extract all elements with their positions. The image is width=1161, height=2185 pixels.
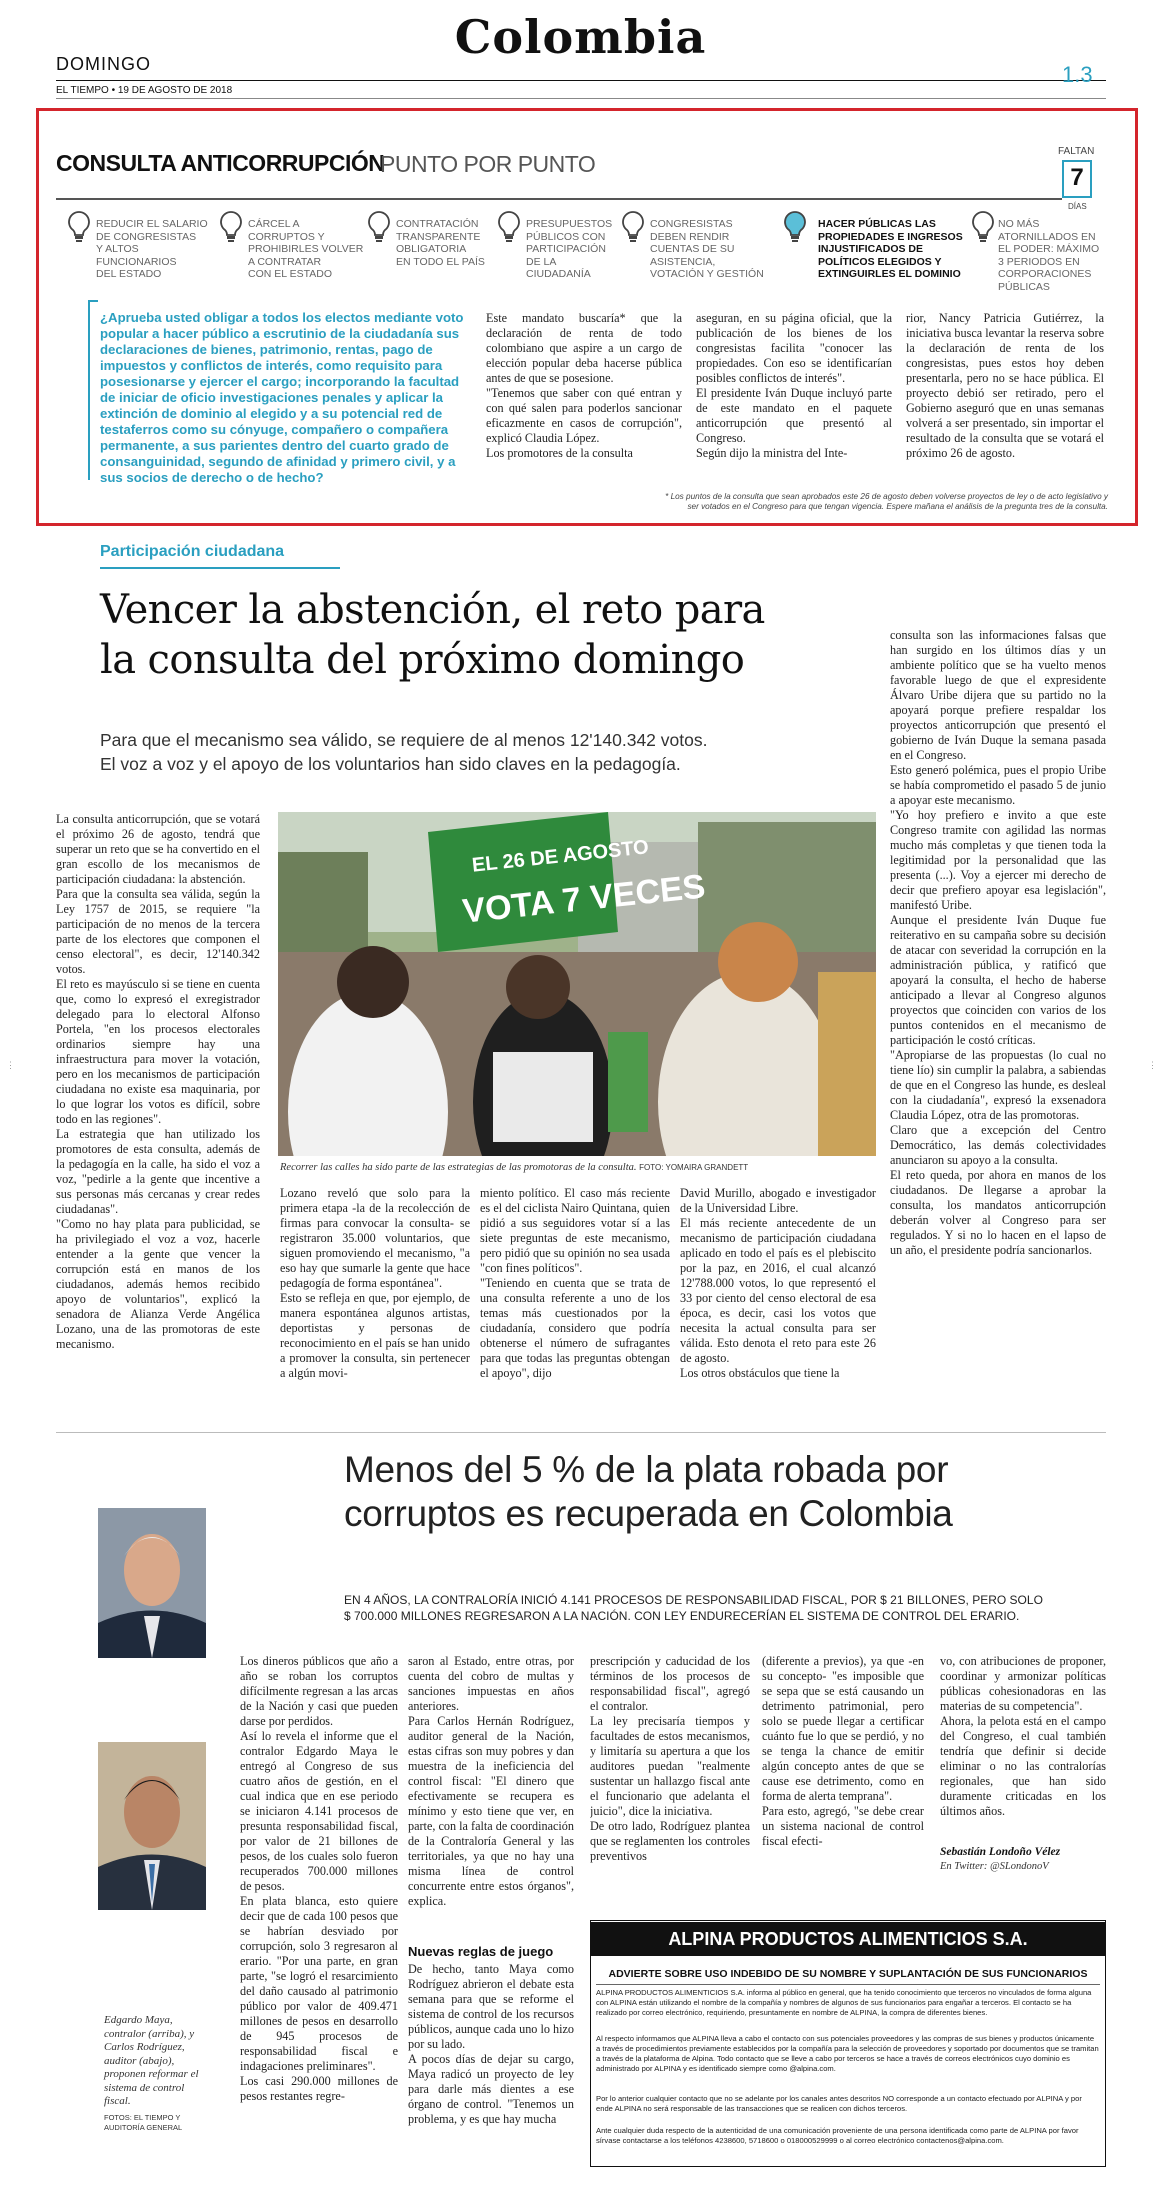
- photo-caption-text: Recorrer las calles ha sido parte de las estrategias de las promotoras de la consulta.: [280, 1162, 637, 1173]
- sign-top-text: EL 26 DE AGOSTO: [470, 836, 650, 877]
- consulta-column-2: aseguran, en su página oficial, que la publicación de los bienes de los congresistas facilita "conocer las propiedades. Con eso se identificarían posibles conflictos de interés". El presidente Iván Duque incluyó parte de este mandato en el paquete anticorrupción que presentó al Congreso. Según dijo la ministra del Inte-: [696, 311, 892, 460]
- bulb-icon-highlighted: [782, 210, 808, 244]
- article2-lead: EN 4 AÑOS, LA CONTRALORÍA INICIÓ 4.141 PROCESOS DE RESPONSABILIDAD FISCAL, POR $ 21 BILLONES, PERO SOLO $ 700.000 MILLONES REGRESARON A LA NACIÓN. CON LEY ENDURECERÍAN EL SISTEMA DE CONTROL DEL ERARIO.: [344, 1593, 1043, 1623]
- consulta-item: CONTRATACIÓN TRANSPARENTE OBLIGATORIA EN TODO EL PAÍS: [396, 218, 485, 268]
- article-column-2: Lozano reveló que solo para la primera etapa -la de la recolección de firmas para convocar la consulta- se registraron 35.000 voluntarios, que siguen promoviendo el mecanismo, "a eso hay que sumarle la gente que hace pedagogía de forma espontánea". Esto se refleja en que, por ejemplo, de manera espontánea algunos artistas, deportistas y personas de reconocimiento en el país se han unido a promover la consulta, sin pertenecer a algún movi-: [280, 1186, 470, 1380]
- consulta-column-3: rior, Nancy Patricia Gutiérrez, la iniciativa busca levantar la reserva sobre la declaración de renta de los congresistas, pues estos hoy deben presentarla, pero no se hace pública. El proyecto debió ser retirado, pero el Gobierno aseguró que en unas semanas volverá a ser presentado, sin importar el resultado de la consulta que se votará el próximo 26 de agosto.: [906, 311, 1104, 460]
- article2-column-5: vo, con atribuciones de proponer, coordinar y armonizar políticas públicas cohesionadoras en las materias de su competencia". Ahora, la pelota está en el campo del Congreso, el cual también tendría que definir si decide eliminar o no las contralorías regionales, que han sido duramente criticadas en los últimos años.: [940, 1654, 1106, 1818]
- photo-credit: FOTO: YOMAIRA GRANDETT: [639, 1163, 749, 1172]
- consulta-question: ¿Aprueba usted obligar a todos los electos mediante voto popular a hacer público a escrutinio de la ciudadanía sus declaraciones de bienes, patrimonio, rentas, pago de impuestos y conflictos de interés, como requisito para posesionarse y ejercer el cargo; incorporando la facultad de iniciar de oficio investigaciones penales y aplicar la extinción de dominio al elegido y a su potencial red de testaferros como su cónyuge, compañero o compañera permanente, a sus parientes dentro del cuarto grado de consanguinidad, segundo de afinidad y primero civil, y a sus socios de derecho o de hecho?: [100, 310, 464, 485]
- dias-label: DÍAS: [1068, 202, 1087, 211]
- consulta-footnote: * Los puntos de la consulta que sean aprobados este 26 de agosto deben volverse proyectos de ley o de acto legislativo y ser votados en el Congreso para que tengan vigencia. Espere mañana el análisis de la pregunta tres de la consulta.: [665, 492, 1108, 511]
- article2-column-2: saron al Estado, entre otras, por cuenta del cobro de multas y sanciones impuestas en años anteriores. Para Carlos Hernán Rodríguez, auditor general de la Nación, estas cifras son muy pobres y dan muestra de la ineficiencia del control fiscal: "El dinero que efectivamente se recupera es mínimo y esto tiene que ver, en parte, con la falta de coordinación de la Contraloría General y las territoriales, ya que no hay una misma línea de control concurrente entre estos órganos", explica.: [408, 1654, 574, 1908]
- article-column-1: La consulta anticorrupción, que se votará el próximo 26 de agosto, tendrá que superar un reto que se ha convertido en el gran escollo de los mecanismos de participación ciudadana: la abstención. Para que la consulta sea válida, según la Ley 1757 de 2015, se requiere "la participación de no menos de la tercera parte de los electores que componen el censo electoral", es decir, 12'140.342 votos. El reto es mayúsculo si se tiene en cuenta que, como lo expresó el exregistrador delegado para lo electoral Alfonso Portela, "en los procesos electorales ordinarios siempre hay una infraestructura para mover la votación, pero en los mecanismos de participación ciudadana no existe esa maquinaria, por lo que lograr los votos es difícil, sobre todo en las regiones". La estrategia que han utilizado los promotores de esta consulta, además de la pedagogía en la calle, ha sido el voz a voz, "pedirle a la gente que incentive a sus personas más cercanas y crear redes ciudadanas". "Como no hay plata para publicidad, se ha privilegiado el voz a voz, hacerle entender a la gente que vencer la corrupción está en manos de los ciudadanos, además hemos recibido apoyo de voluntarios", explicó la senadora de Alianza Verde Angélica Lozano, una de las promotoras de este mecanismo.: [56, 812, 260, 1351]
- advert-paragraph: ALPINA PRODUCTOS ALIMENTICIOS S.A. informa al público en general, que ha tenido conocimiento que terceros no vinculados de forma alguna con ALPINA están utilizando el nombre de la compañía y nombres de algunos de sus funcionarios para engañar a terceros. El contacto se ha realizado por correo electrónico, requiriendo, presuntamente en nombre de ALPINA, la compra de diferentes bienes.: [596, 1988, 1092, 2017]
- page-number: 1.3: [1062, 62, 1093, 87]
- kicker-underline: [100, 567, 340, 569]
- auditor-portrait: [98, 1742, 206, 1910]
- advert-rule: [596, 1984, 1100, 1985]
- sign-big-text: VOTA 7 VECES: [460, 867, 708, 931]
- bulb-icon: [970, 210, 996, 244]
- advert-paragraph: Al respecto informamos que ALPINA lleva a cabo el contacto con sus potenciales proveedores y las compras de sus bienes y productos únicamente a través de procedimientos previamente establecidos por la compañía para la selección de proveedores y soportado por documentos que se tramitan a través de la plataforma de Alpina. Todo contacto que se lleve a cabo por terceros se hace a través de correos electrónicos cuyo dominio es administrado por ALPINA y es identificado siempre como @alpina.com.: [596, 2034, 1099, 2073]
- article2-column-3: prescripción y caducidad de los términos de los procesos de responsabilidad fiscal", agregó el contralor. La ley precisaría tiempos y facultades de estos mecanismos, y limitaría su apertura a que los auditores puedan "realmente sustentar un hallazgo fiscal ante el funcionario que adelanta el juicio", dice la iniciativa. De otro lado, Rodríguez plantea que se reglamenten los controles preventivos: [590, 1654, 750, 1863]
- section-divider: [56, 1432, 1106, 1433]
- article2-column-1: Los dineros públicos que año a año se roban los corruptos difícilmente regresan a las arcas de la Nación y casi que pueden darse por perdidos. Así lo revela el informe que el contralor Edgardo Maya le entregó al Congreso de sus cuatro años de gestión, en el cual indica que en ese periodo se iniciaron 4.141 procesos de presunta responsabilidad fiscal, por valor de 21 billones de pesos, de los cuales solo fueron recuperados 700.000 millones de pesos. En plata blanca, esto quiere decir que de cada 100 pesos que se habrían desviado por corrupción, solo 3 regresaron al erario. "Por una parte, en gran parte, "se logró el resarcimiento del daño causado al patrimonio público por valor de 409.471 millones de pesos en desarrollo de 945 procesos de responsabilidad fiscal e indagaciones preliminares". Los casi 290.000 millones de pesos restantes regre-: [240, 1654, 398, 2103]
- consulta-item: NO MÁS ATORNILLADOS EN EL PODER: MÁXIMO 3 PERIODOS EN CORPORACIONES PÚBLICAS: [998, 218, 1100, 293]
- contralor-portrait: [98, 1508, 206, 1658]
- section-title: Colombia: [454, 10, 707, 64]
- portraits-caption: Edgardo Maya, contralor (arriba), y Carlos Rodríguez, auditor (abajo), proponen reformar el sistema de control fiscal.: [104, 2014, 199, 2107]
- consulta-item: CÁRCEL A CORRUPTOS Y PROHIBIRLES VOLVER A CONTRATAR CON EL ESTADO: [248, 218, 364, 280]
- question-bracket: [88, 300, 90, 480]
- bulb-icon: [620, 210, 646, 244]
- article-column-4: David Murillo, abogado e investigador de la Universidad Libre. El más reciente antecedente de un mecanismo de participación ciudadana aplicado en todo el país es el plebiscito por la paz, en 2016, el cual alcanzó 12'788.000 votos, lo que representó el 33 por ciento del censo electoral de esa época, es decir, casi los votos que necesita la actual consulta para ser válida. Esto denota el reto para este 26 de agosto. Los otros obstáculos que tiene la: [680, 1186, 876, 1380]
- consulta-title: CONSULTA ANTICORRUPCIÓN: [56, 150, 385, 176]
- timeline-line: [56, 198, 1062, 200]
- article-column-5: consulta son las informaciones falsas que han surgido en los últimos días y un ambiente político que se ha vuelto menos favorable luego de que el expresidente Álvaro Uribe dijera que su partido no la apoyará porque prefiere respaldar los proyectos anticorrupción que presentó el gobierno de Iván Duque la semana pasada en el Congreso. Esto generó polémica, pues el propio Uribe se había comprometido el pasado 5 de junio a apoyar este mecanismo. "Yo hoy prefiero e invito a que este Congreso tramite con agilidad las normas mucho más completas y que tienen toda la legitimidad por la personalidad que las presenta (...). Voy a ejercer mi derecho de decir que prefiero apoyar esa legislación", manifestó Uribe. Aunque el presidente Iván Duque fue reiterativo en su campaña sobre su decisión de atacar con severidad la corrupción en la administración pública, y ratificó que apoyará la consulta, el hecho de haberse anticipado a llevar al Congreso algunos proyectos que coinciden con varios de los puntos contenidos en el mecanismo de participación le costó críticas. "Apropiarse de las propuestas (lo cual no tiene lío) sin cumplir la palabra, a sabiendas de que en el Congreso las hunde, es desleal con la ciudadanía", expresó la exsenadora Claudia López, otra de las promotoras. Claro que a excepción del Centro Democrático, las demás colectividades anunciaron su apoyo a la consulta. El reto queda, por ahora en manos de los ciudadanos. De llegarse a aprobar la consulta, los mandatos anticorrupción deberán volver al Congreso para ser regulados. Y si no lo hacen en el lapso de un año, el presidente podría sancionarlos.: [890, 628, 1106, 1257]
- bulb-icon: [218, 210, 244, 244]
- consulta-item-highlighted: HACER PÚBLICAS LAS PROPIEDADES E INGRESOS INJUSTIFICADOS DE POLÍTICOS ELEGIDOS Y EXTINGUIRLES EL DOMINIO: [818, 218, 963, 280]
- photo-caption: [280, 1162, 880, 1173]
- advert-subtitle: ADVIERTE SOBRE USO INDEBIDO DE SU NOMBRE Y SUPLANTACIÓN DE SUS FUNCIONARIOS: [608, 1968, 1088, 1980]
- portraits-credit: FOTOS: EL TIEMPO Y AUDITORÍA GENERAL: [104, 2113, 183, 2132]
- bulb-icon: [496, 210, 522, 244]
- article2-column-4: (diferente a previos), ya que -en su concepto- "es imposible que se sepa que se está causando un detrimento patrimonial, pero solo se puede llegar a certificar cuánto fue lo que se perdió, y no se tenga la chance de emitir algún concepto antes de que se cause ese detrimento, como en forma de alerta temprana". Para esto, agregó, "se debe crear un sistema nacional de control fiscal efecti-: [762, 1654, 924, 1848]
- consulta-item: CONGRESISTAS DEBEN RENDIR CUENTAS DE SU ASISTENCIA, VOTACIÓN Y GESTIÓN: [650, 218, 764, 280]
- article-column-3: miento político. El caso más reciente es el del ciclista Nairo Quintana, quien pidió a sus seguidores votar sí a las siete preguntas de este mecanismo, pero pidió que su opinión no sea usada "con fines políticos". "Teniendo en cuenta que se trata de una consulta referente a uno de los temas más cuestionados por la ciudadanía, considero que podría obtenerse el número de sufragantes para que todas las preguntas obtengan el apoyo", dijo: [480, 1186, 670, 1380]
- article-kicker: Participación ciudadana: [100, 543, 285, 560]
- bulb-icon: [366, 210, 392, 244]
- day-label: DOMINGO: [56, 54, 151, 74]
- header-rule-bottom: [56, 98, 1106, 99]
- advert-paragraph: Por lo anterior cualquier contacto que no se adelante por los canales antes descritos NO corresponde a un contacto efectuado por ALPINA y por ende ALPINA no será responsable de las transacciones que se realicen con dichos terceros.: [596, 2094, 1082, 2113]
- consulta-item: PRESUPUESTOS PÚBLICOS CON PARTICIPACIÓN DE LA CIUDADANÍA: [526, 218, 613, 280]
- article-dek: Para que el mecanismo sea válido, se requiere de al menos 12'140.342 votos. El voz a voz y el apoyo de los voluntarios han sido claves en la pedagogía.: [100, 730, 708, 774]
- advert-paragraph: Ante cualquier duda respecto de la autenticidad de una comunicación proveniente de una persona identificada como parte de ALPINA por favor sírvase contactarse a los teléfonos 4238600, 5718600 o 018000529999 o al correo electrónico contactenos@alpina.com.: [596, 2126, 1079, 2145]
- days-count: 7: [1070, 164, 1084, 191]
- consulta-item: REDUCIR EL SALARIO DE CONGRESISTAS Y ALTOS FUNCIONARIOS DEL ESTADO: [96, 218, 208, 280]
- header-rule: [56, 80, 1106, 81]
- margin-mark-left: ⋮: [6, 1060, 15, 1070]
- margin-mark-right: ⋮: [1148, 1060, 1157, 1070]
- article2-twitter: En Twitter: @SLondonoV: [940, 1861, 1049, 1872]
- question-bracket-top: [88, 300, 98, 302]
- article2-headline: Menos del 5 % de la plata robada por corruptos es recuperada en Colombia: [344, 1449, 953, 1534]
- street-campaign-photo: [278, 812, 876, 1156]
- article2-byline: Sebastián Londoño Vélez: [940, 1846, 1061, 1858]
- advert-title: ALPINA PRODUCTOS ALIMENTICIOS S.A.: [590, 1922, 1106, 1956]
- consulta-subtitle: PUNTO POR PUNTO: [380, 151, 596, 177]
- faltan-label: FALTAN: [1058, 146, 1095, 157]
- dateline: EL TIEMPO • 19 DE AGOSTO DE 2018: [56, 85, 233, 96]
- article2-subhead: Nuevas reglas de juego: [408, 1944, 554, 1959]
- article-headline: Vencer la abstención, el reto para la consulta del próximo domingo: [100, 587, 765, 683]
- consulta-column-1: Este mandato buscaría* que la declaración de renta de todo colombiano que aspire a un cargo de elección popular deba hacerse pública antes de que se posesione. "Tenemos que saber con qué entran y con qué salen para poderlos sancionar eficazmente en casos de corrupción", explicó Claudia López. Los promotores de la consulta: [486, 311, 682, 460]
- article2-column-2b: De hecho, tanto Maya como Rodríguez abrieron el debate esta semana para que se reforme el sistema de control de los recursos públicos, aunque cada uno lo hizo por su lado. A pocos días de dejar su cargo, Maya radicó un proyecto de ley para darle más dientes a ese órgano de control. "Tenemos un problema, y es que hay mucha: [408, 1962, 574, 2126]
- bulb-icon: [66, 210, 92, 244]
